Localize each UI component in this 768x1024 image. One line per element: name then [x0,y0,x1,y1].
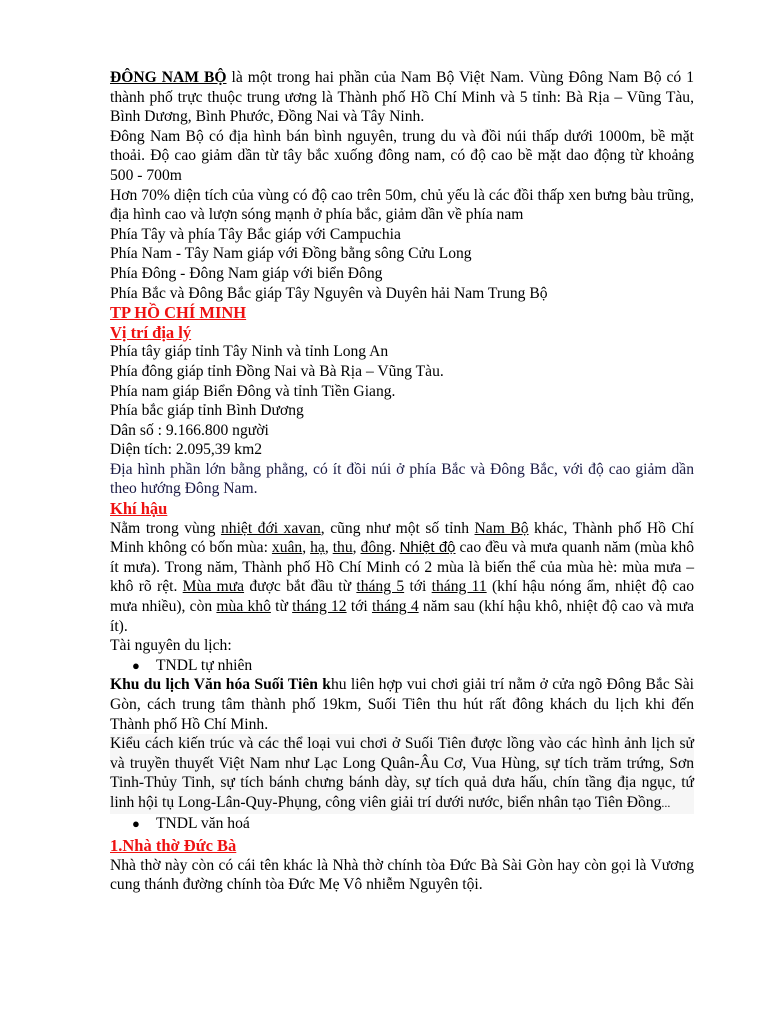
bullet-icon: ● [132,657,140,673]
elevation-paragraph: Hơn 70% diện tích của vùng có độ cao trên 50m, chủ yếu là các đồi thấp xen bưng bàu trũng, địa hình cao và lượn sóng mạnh ở phía bắc, giảm dần về phía nam [110,186,694,224]
intro-paragraph: ĐÔNG NAM BỘ là một trong hai phần của Nam Bộ Việt Nam. Vùng Đông Nam Bộ có 1 thành phố trực thuộc trung ương là Thành phố Hồ Chí Minh và 5 tỉnh: Bà Rịa – Vũng Tàu, Bình Dương, Bình Phước, Đồng Nai và Tây Ninh. [110,69,694,126]
bullet-item: ● TNDL văn hoá [132,814,250,832]
church-heading: 1.Nhà thờ Đức Bà [110,836,237,856]
link-autumn[interactable]: thu [332,539,353,557]
location-line: Phía bắc giáp tỉnh Bình Dương [110,402,304,420]
link-tropical-savanna[interactable]: nhiệt đới xavan [220,519,321,537]
link-november[interactable]: tháng 11 [431,578,487,596]
resources-label: Tài nguyên du lịch: [110,637,232,655]
location-line: Phía đông giáp tỉnh Đồng Nai và Bà Rịa – Vũng Tàu. [110,362,444,380]
link-december[interactable]: tháng 12 [292,598,347,616]
population-line: Dân số : 9.166.800 người [110,421,269,439]
border-line: Phía Tây và phía Tây Bắc giáp với Campuchia [110,225,401,243]
suoitien-details: Kiểu cách kiến trúc và các thể loại vui chơi ở Suối Tiên được lồng vào các hình ảnh lịch sử và truyền thuyết Việt Nam như Lạc Long Quân-Âu Cơ, Vua Hùng, sự tích trăm trứng, Sơn Tinh-Thủy Tinh, sự tích bánh chưng bánh dày, sự tích quả dưa hấu, chín tầng địa ngục, tứ linh hội tụ Long-Lân-Quy-Phụng, công viên giải trí dưới nước, biển nhân tạo Tiên Đồng... [110,734,694,813]
church-paragraph: Nhà thờ này còn có cái tên khác là Nhà thờ chính tòa Đức Bà Sài Gòn hay còn gọi là Vương cung thánh đường chính tòa Đức Mẹ Vô nhiễm Nguyên tội. [110,856,694,894]
link-rainy-season[interactable]: Mùa mưa [182,578,245,596]
suoitien-paragraph: Khu du lịch Văn hóa Suối Tiên khu liên hợp vui chơi giải trí nằm ở cửa ngõ Đông Bắc Sài Gòn, cách trung tâm thành phố 19km, Suối Tiên thu hút rất đông khách du lịch khi đến Thành phố Hồ Chí Minh. [110,676,694,733]
document-page [110,68,694,895]
link-spring[interactable]: xuân [271,539,303,557]
location-heading: Vị trí địa lý [110,322,192,342]
area-line: Diện tích: 2.095,39 km2 [110,441,263,459]
hcm-heading: TP HỒ CHÍ MINH [110,303,247,323]
border-line: Phía Bắc và Đông Bắc giáp Tây Nguyên và Duyên hải Nam Trung Bộ [110,284,548,302]
link-temperature[interactable]: Nhiệt độ [399,539,456,557]
link-may[interactable]: tháng 5 [356,578,405,596]
link-winter[interactable]: đông [360,539,392,557]
link-april[interactable]: tháng 4 [371,598,419,616]
bullet-icon: ● [132,815,140,831]
link-summer[interactable]: hạ [310,539,325,557]
location-line: Phía tây giáp tỉnh Tây Ninh và tỉnh Long An [110,343,389,361]
climate-paragraph: Nằm trong vùng nhiệt đới xavan, cũng như một số tỉnh Nam Bộ khác, Thành phố Hồ Chí Minh không có bốn mùa: xuân, hạ, thu, đông. Nhiệt độ cao đều và mưa quanh năm (mùa khô ít mưa). Trong năm, Thành phố Hồ Chí Minh có 2 mùa là biến thể của mùa hè: mùa mưa – khô rõ rệt. Mùa mưa được bắt đầu từ tháng 5 tới tháng 11 (khí hậu nóng ẩm, nhiệt độ cao mưa nhiều), còn mùa khô từ tháng 12 tới tháng 4 năm sau (khí hậu khô, nhiệt độ cao và mưa ít). [110,519,695,635]
region-title: ĐÔNG NAM BỘ [110,69,227,86]
link-dry-season[interactable]: mùa khô [216,598,271,616]
location-line: Phía nam giáp Biển Đông và tỉnh Tiền Giang. [110,382,396,400]
hcm-terrain-paragraph: Địa hình phần lớn bằng phẳng, có ít đồi núi ở phía Bắc và Đông Bắc, với độ cao giảm dần theo hướng Đông Nam. [110,460,694,498]
terrain-paragraph: Đông Nam Bộ có địa hình bán bình nguyên, trung du và đồi núi thấp dưới 1000m, bề mặt thoải. Độ cao giảm dần từ tây bắc xuống đông nam, có độ cao bề mặt dao động từ khoảng 500 - 700m [110,127,694,184]
bullet-item: ● TNDL tự nhiên [132,656,253,674]
climate-heading: Khí hậu [110,499,168,519]
border-line: Phía Đông - Đông Nam giáp với biển Đông [110,264,383,282]
border-line: Phía Nam - Tây Nam giáp với Đồng bằng sông Cửu Long [110,245,472,263]
link-nam-bo[interactable]: Nam Bộ [474,519,529,537]
